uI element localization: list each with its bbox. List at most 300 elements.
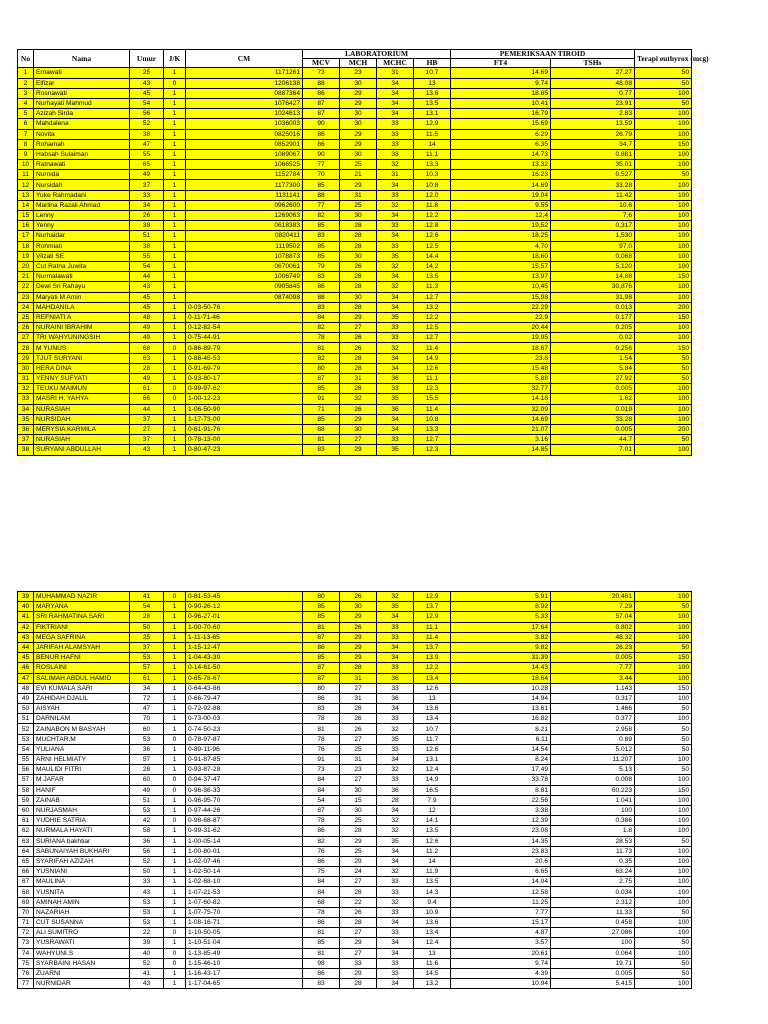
cell-cm: 1-15-12-47 bbox=[186, 642, 303, 652]
cell-terapi: 150 bbox=[635, 139, 692, 149]
table-row bbox=[18, 231, 692, 241]
cell-ft4: 10.28 bbox=[451, 683, 551, 693]
cell-no: 52 bbox=[18, 724, 34, 734]
cell-terapi: 100 bbox=[635, 928, 692, 938]
cell-jk: 1 bbox=[164, 363, 186, 373]
cell-terapi: 100 bbox=[635, 414, 692, 424]
cell-umur: 54 bbox=[130, 98, 164, 108]
table-row bbox=[18, 897, 692, 907]
cell-no: 17 bbox=[18, 231, 34, 241]
cell-ft4: 4.39 bbox=[451, 968, 551, 978]
cell-mch: 31 bbox=[340, 190, 377, 200]
cell-mchc: 33 bbox=[377, 907, 414, 917]
cell-umur: 43 bbox=[130, 78, 164, 88]
cell-terapi: 100 bbox=[635, 795, 692, 805]
cell-mchc: 34 bbox=[377, 211, 414, 221]
cell-umur: 38 bbox=[130, 129, 164, 139]
cell-hb: 15.5 bbox=[414, 394, 451, 404]
cell-mchc: 33 bbox=[377, 714, 414, 724]
cell-tsh: 0.013 bbox=[551, 302, 635, 312]
cell-umur: 56 bbox=[130, 846, 164, 856]
cell-cm: 0-89-11-96 bbox=[186, 744, 303, 754]
cell-hb: 11.3 bbox=[414, 282, 451, 292]
cell-ft4: 9.82 bbox=[451, 642, 551, 652]
cell-mchc: 33 bbox=[377, 622, 414, 632]
table-row bbox=[18, 846, 692, 856]
cell-mchc: 34 bbox=[377, 704, 414, 714]
table-row bbox=[18, 683, 692, 693]
cell-tsh: 0.064 bbox=[551, 948, 635, 958]
cell-no: 13 bbox=[18, 190, 34, 200]
cell-terapi: 150 bbox=[635, 653, 692, 663]
cell-tsh: 0.177 bbox=[551, 312, 635, 322]
cell-mchc: 32 bbox=[377, 160, 414, 170]
cell-mchc: 32 bbox=[377, 897, 414, 907]
cell-cm: 0618383 bbox=[186, 221, 303, 231]
cell-terapi: 100 bbox=[635, 323, 692, 333]
cell-jk: 1 bbox=[164, 897, 186, 907]
cell-mcv: 54 bbox=[303, 795, 340, 805]
cell-ft4: 33.78 bbox=[451, 775, 551, 785]
cell-umur: 50 bbox=[130, 622, 164, 632]
cell-ft4: 14.69 bbox=[451, 180, 551, 190]
cell-jk: 1 bbox=[164, 755, 186, 765]
cell-umur: 55 bbox=[130, 149, 164, 159]
cell-ft4: 12,4 bbox=[451, 211, 551, 221]
cell-tsh: 2.958 bbox=[551, 724, 635, 734]
cell-mchc: 36 bbox=[377, 374, 414, 384]
table-row bbox=[18, 292, 692, 302]
cell-mch: 28 bbox=[340, 887, 377, 897]
cell-cm: 1152784 bbox=[186, 170, 303, 180]
cell-hb: 11.4 bbox=[414, 404, 451, 414]
cell-nama: NURJASMAH bbox=[34, 805, 130, 815]
cell-cm: 0-03-50-76 bbox=[186, 302, 303, 312]
cell-no: 5 bbox=[18, 109, 34, 119]
table-row bbox=[18, 592, 692, 602]
col-header-ft4: FT4 bbox=[451, 59, 551, 68]
cell-mchc: 31 bbox=[377, 68, 414, 78]
cell-terapi: 100 bbox=[635, 805, 692, 815]
cell-cm: 0-96-27-01 bbox=[186, 612, 303, 622]
cell-jk: 1 bbox=[164, 877, 186, 887]
cell-ft4: 19,52 bbox=[451, 221, 551, 231]
cell-hb: 14.9 bbox=[414, 775, 451, 785]
cell-nama: MAULIDI FITRI bbox=[34, 765, 130, 775]
cell-ft4: 14.69 bbox=[451, 68, 551, 78]
cell-cm: 1-06-50-90 bbox=[186, 404, 303, 414]
table-row bbox=[18, 795, 692, 805]
cell-no: 6 bbox=[18, 119, 34, 129]
table-row bbox=[18, 343, 692, 353]
cell-mchc: 34 bbox=[377, 231, 414, 241]
cell-mch: 29 bbox=[340, 88, 377, 98]
table-row bbox=[18, 261, 692, 271]
cell-mchc: 33 bbox=[377, 149, 414, 159]
table-row bbox=[18, 602, 692, 612]
cell-umur: 61 bbox=[130, 673, 164, 683]
cell-hb: 12.7 bbox=[414, 292, 451, 302]
cell-ft4: 14.54 bbox=[451, 744, 551, 754]
cell-mch: 27 bbox=[340, 734, 377, 744]
cell-tsh: 27.92 bbox=[551, 374, 635, 384]
cell-jk: 1 bbox=[164, 612, 186, 622]
cell-mchc: 33 bbox=[377, 129, 414, 139]
cell-umur: 40 bbox=[130, 948, 164, 958]
table-row bbox=[18, 632, 692, 642]
cell-mcv: 86 bbox=[303, 856, 340, 866]
cell-mch: 26 bbox=[340, 907, 377, 917]
cell-mcv: 85 bbox=[303, 180, 340, 190]
cell-mcv: 86 bbox=[303, 968, 340, 978]
table-row bbox=[18, 353, 692, 363]
cell-mchc: 33 bbox=[377, 190, 414, 200]
cell-nama: Ernawati bbox=[34, 68, 130, 78]
cell-mchc: 35 bbox=[377, 251, 414, 261]
cell-mchc: 33 bbox=[377, 435, 414, 445]
cell-hb: 11.8 bbox=[414, 200, 451, 210]
cell-no: 15 bbox=[18, 211, 34, 221]
cell-mcv: 87 bbox=[303, 632, 340, 642]
cell-no: 46 bbox=[18, 663, 34, 673]
cell-ft4: 9.74 bbox=[451, 78, 551, 88]
cell-cm: 0-99-97-62 bbox=[186, 384, 303, 394]
cell-mchc: 34 bbox=[377, 979, 414, 989]
cell-umur: 45 bbox=[130, 292, 164, 302]
cell-ft4: 14.94 bbox=[451, 693, 551, 703]
cell-terapi: 100 bbox=[635, 109, 692, 119]
cell-mchc: 33 bbox=[377, 384, 414, 394]
cell-jk: 1 bbox=[164, 907, 186, 917]
table-row bbox=[18, 404, 692, 414]
cell-cm: 0-98-68-87 bbox=[186, 816, 303, 826]
cell-umur: 42 bbox=[130, 816, 164, 826]
cell-umur: 66 bbox=[130, 394, 164, 404]
cell-terapi: 100 bbox=[635, 592, 692, 602]
cell-mch: 28 bbox=[340, 918, 377, 928]
table-row bbox=[18, 241, 692, 251]
table-row bbox=[18, 877, 692, 887]
cell-mchc: 34 bbox=[377, 292, 414, 302]
cell-jk: 1 bbox=[164, 211, 186, 221]
cell-mcv: 78 bbox=[303, 907, 340, 917]
table-row bbox=[18, 129, 692, 139]
cell-no: 1 bbox=[18, 68, 34, 78]
cell-cm: 1-00-05-14 bbox=[186, 836, 303, 846]
cell-ft4: 13.32 bbox=[451, 160, 551, 170]
cell-terapi: 100 bbox=[635, 979, 692, 989]
cell-tsh: 20.461 bbox=[551, 592, 635, 602]
cell-no: 24 bbox=[18, 302, 34, 312]
cell-no: 68 bbox=[18, 887, 34, 897]
cell-nama: SYARIFAH AZIZAH bbox=[34, 856, 130, 866]
cell-nama: Yenny bbox=[34, 221, 130, 231]
cell-no: 30 bbox=[18, 363, 34, 373]
cell-mcv: 98 bbox=[303, 958, 340, 968]
cell-umur: 53 bbox=[130, 918, 164, 928]
cell-tsh: 28.53 bbox=[551, 836, 635, 846]
cell-mchc: 33 bbox=[377, 958, 414, 968]
cell-jk: 1 bbox=[164, 88, 186, 98]
cell-ft4: 6.11 bbox=[451, 734, 551, 744]
cell-cm: 0-96-36-33 bbox=[186, 785, 303, 795]
cell-jk: 0 bbox=[164, 78, 186, 88]
cell-jk: 1 bbox=[164, 323, 186, 333]
cell-terapi: 100 bbox=[635, 622, 692, 632]
table-row bbox=[18, 867, 692, 877]
table-row bbox=[18, 180, 692, 190]
cell-terapi: 100 bbox=[635, 877, 692, 887]
cell-no: 47 bbox=[18, 673, 34, 683]
cell-mch: 29 bbox=[340, 653, 377, 663]
cell-mchc: 32 bbox=[377, 282, 414, 292]
cell-nama: MUHAMMAD NAZIR bbox=[34, 592, 130, 602]
cell-terapi: 100 bbox=[635, 384, 692, 394]
cell-umur: 37 bbox=[130, 414, 164, 424]
cell-ft4: 23.83 bbox=[451, 846, 551, 856]
table-row bbox=[18, 918, 692, 928]
cell-jk: 0 bbox=[164, 734, 186, 744]
cell-mcv: 79 bbox=[303, 261, 340, 271]
cell-nama: WAHYUNI.S bbox=[34, 948, 130, 958]
cell-ft4: 3.57 bbox=[451, 938, 551, 948]
cell-no: 61 bbox=[18, 816, 34, 826]
cell-mcv: 70 bbox=[303, 170, 340, 180]
cell-hb: 13.7 bbox=[414, 642, 451, 652]
table-row bbox=[18, 704, 692, 714]
cell-ft4: 10.94 bbox=[451, 979, 551, 989]
cell-cm: 0-11-71-46 bbox=[186, 312, 303, 322]
table-row bbox=[18, 170, 692, 180]
cell-mch: 28 bbox=[340, 363, 377, 373]
cell-no: 3 bbox=[18, 88, 34, 98]
table-row bbox=[18, 363, 692, 373]
cell-nama: SYARBAINI HASAN bbox=[34, 958, 130, 968]
cell-tsh: 1.54 bbox=[551, 353, 635, 363]
cell-jk: 0 bbox=[164, 948, 186, 958]
table-row bbox=[18, 979, 692, 989]
cell-no: 69 bbox=[18, 897, 34, 907]
cell-no: 76 bbox=[18, 968, 34, 978]
cell-ft4: 8.24 bbox=[451, 755, 551, 765]
cell-mch: 22 bbox=[340, 897, 377, 907]
cell-tsh: 11.73 bbox=[551, 846, 635, 856]
table-row bbox=[18, 190, 692, 200]
cell-ft4: 14.73 bbox=[451, 149, 551, 159]
cell-umur: 56 bbox=[130, 109, 164, 119]
cell-jk: 1 bbox=[164, 663, 186, 673]
cell-cm: 1-13-85-49 bbox=[186, 948, 303, 958]
table-row bbox=[18, 856, 692, 866]
table-row bbox=[18, 673, 692, 683]
cell-ft4: 17.49 bbox=[451, 765, 551, 775]
cell-mchc: 33 bbox=[377, 775, 414, 785]
cell-mcv: 80 bbox=[303, 592, 340, 602]
cell-hb: 13.7 bbox=[414, 602, 451, 612]
cell-mcv: 71 bbox=[303, 404, 340, 414]
cell-ft4: 22.9 bbox=[451, 312, 551, 322]
cell-hb: 10.8 bbox=[414, 414, 451, 424]
cell-cm: 0-88-45-53 bbox=[186, 353, 303, 363]
cell-cm: 0-81-53-45 bbox=[186, 592, 303, 602]
cell-mcv: 81 bbox=[303, 343, 340, 353]
cell-jk: 1 bbox=[164, 251, 186, 261]
cell-mchc: 33 bbox=[377, 221, 414, 231]
cell-terapi: 100 bbox=[635, 948, 692, 958]
cell-mcv: 82 bbox=[303, 836, 340, 846]
cell-hb: 13.6 bbox=[414, 918, 451, 928]
cell-mcv: 84 bbox=[303, 775, 340, 785]
cell-terapi: 100 bbox=[635, 211, 692, 221]
table-row bbox=[18, 693, 692, 703]
col-header-mch: MCH bbox=[340, 59, 377, 68]
cell-umur: 52 bbox=[130, 958, 164, 968]
table-row bbox=[18, 200, 692, 210]
cell-hb: 10.8 bbox=[414, 180, 451, 190]
cell-tsh: 27.086 bbox=[551, 928, 635, 938]
cell-mcv: 86 bbox=[303, 139, 340, 149]
cell-ft4: 13.61 bbox=[451, 704, 551, 714]
cell-jk: 0 bbox=[164, 384, 186, 394]
cell-nama: EVI KUMALA SARI bbox=[34, 683, 130, 693]
cell-tsh: 57.04 bbox=[551, 612, 635, 622]
cell-jk: 1 bbox=[164, 190, 186, 200]
cell-umur: 57 bbox=[130, 663, 164, 673]
cell-mcv: 82 bbox=[303, 323, 340, 333]
cell-ft4: 15,57 bbox=[451, 261, 551, 271]
cell-cm: 1-02-50-14 bbox=[186, 867, 303, 877]
cell-nama: Rosnawati bbox=[34, 88, 130, 98]
cell-no: 71 bbox=[18, 918, 34, 928]
cell-hb: 11.4 bbox=[414, 632, 451, 642]
cell-umur: 36 bbox=[130, 836, 164, 846]
cell-mch: 30 bbox=[340, 78, 377, 88]
cell-no: 75 bbox=[18, 958, 34, 968]
cell-cm: 1-11-13-65 bbox=[186, 632, 303, 642]
cell-mch: 30 bbox=[340, 211, 377, 221]
cell-nama: M JAFAR bbox=[34, 775, 130, 785]
col-header-mcv: MCV bbox=[303, 59, 340, 68]
col-header-tsh: TSHs bbox=[551, 59, 635, 68]
cell-ft4: 3.16 bbox=[451, 435, 551, 445]
cell-nama: Marlina Razali Ahmad bbox=[34, 200, 130, 210]
cell-umur: 28 bbox=[130, 363, 164, 373]
cell-mcv: 82 bbox=[303, 211, 340, 221]
cell-no: 73 bbox=[18, 938, 34, 948]
cell-mcv: 80 bbox=[303, 363, 340, 373]
cell-nama: SALIMAH ABDUL HAMID bbox=[34, 673, 130, 683]
col-header-terapi: Terapi euthyrox (mcg) bbox=[635, 50, 692, 68]
cell-umur: 48 bbox=[130, 312, 164, 322]
cell-mcv: 87 bbox=[303, 109, 340, 119]
cell-cm: 0-91-69-79 bbox=[186, 363, 303, 373]
table-row bbox=[18, 435, 692, 445]
cell-mcv: 87 bbox=[303, 374, 340, 384]
cell-no: 45 bbox=[18, 653, 34, 663]
cell-nama: Nursidah bbox=[34, 180, 130, 190]
cell-nama: ALI SUMITRO bbox=[34, 928, 130, 938]
cell-jk: 1 bbox=[164, 795, 186, 805]
cell-jk: 1 bbox=[164, 139, 186, 149]
table-row bbox=[18, 251, 692, 261]
cell-tsh: 63.24 bbox=[551, 867, 635, 877]
cell-jk: 1 bbox=[164, 918, 186, 928]
cell-nama: AMINAH AMIN bbox=[34, 897, 130, 907]
cell-nama: MEGA SAFRINA bbox=[34, 632, 130, 642]
cell-cm: 1269063 bbox=[186, 211, 303, 221]
cell-cm: 1-00-70-60 bbox=[186, 622, 303, 632]
cell-mchc: 33 bbox=[377, 632, 414, 642]
cell-terapi: 50 bbox=[635, 68, 692, 78]
cell-mcv: 86 bbox=[303, 88, 340, 98]
cell-tsh: 0.005 bbox=[551, 653, 635, 663]
cell-nama: M YUNUS bbox=[34, 343, 130, 353]
cell-hb: 12.6 bbox=[414, 683, 451, 693]
table-row bbox=[18, 119, 692, 129]
table-row bbox=[18, 958, 692, 968]
cell-mcv: 85 bbox=[303, 653, 340, 663]
cell-hb: 16.5 bbox=[414, 785, 451, 795]
cell-hb: 11.1 bbox=[414, 374, 451, 384]
cell-no: 31 bbox=[18, 374, 34, 384]
cell-hb: 10.3 bbox=[414, 170, 451, 180]
cell-terapi: 100 bbox=[635, 180, 692, 190]
cell-hb: 12.4 bbox=[414, 765, 451, 775]
cell-ft4: 23.8 bbox=[451, 353, 551, 363]
cell-cm: 0852901 bbox=[186, 139, 303, 149]
cell-mch: 30 bbox=[340, 109, 377, 119]
cell-no: 39 bbox=[18, 592, 34, 602]
cell-umur: 60 bbox=[130, 775, 164, 785]
cell-mcv: 87 bbox=[303, 673, 340, 683]
table-row bbox=[18, 211, 692, 221]
cell-no: 8 bbox=[18, 139, 34, 149]
table-body-page-2 bbox=[18, 592, 692, 989]
cell-umur: 33 bbox=[130, 190, 164, 200]
cell-tsh: 0.005 bbox=[551, 968, 635, 978]
cell-mcv: 86 bbox=[303, 129, 340, 139]
cell-cm: 0670061 bbox=[186, 261, 303, 271]
cell-nama: Habsah Sulaiman bbox=[34, 149, 130, 159]
cell-cm: 0825016 bbox=[186, 129, 303, 139]
cell-jk: 1 bbox=[164, 149, 186, 159]
cell-cm: 0820411 bbox=[186, 231, 303, 241]
cell-nama: Lenny bbox=[34, 211, 130, 221]
cell-umur: 27 bbox=[130, 424, 164, 434]
cell-umur: 50 bbox=[130, 867, 164, 877]
cell-mch: 28 bbox=[340, 272, 377, 282]
cell-tsh: 0.35 bbox=[551, 856, 635, 866]
cell-terapi: 100 bbox=[635, 775, 692, 785]
cell-umur: 49 bbox=[130, 374, 164, 384]
cell-cm: 1206138 bbox=[186, 78, 303, 88]
cell-mcv: 81 bbox=[303, 928, 340, 938]
cell-nama: YENNY SUFYATI bbox=[34, 374, 130, 384]
cell-mch: 29 bbox=[340, 180, 377, 190]
cell-mchc: 33 bbox=[377, 333, 414, 343]
cell-umur: 49 bbox=[130, 333, 164, 343]
cell-nama: YUDHIE SATRIA bbox=[34, 816, 130, 826]
table-row bbox=[18, 312, 692, 322]
cell-cm: 1131141 bbox=[186, 190, 303, 200]
cell-no: 37 bbox=[18, 435, 34, 445]
cell-jk: 1 bbox=[164, 744, 186, 754]
cell-cm: 1066525 bbox=[186, 160, 303, 170]
cell-no: 33 bbox=[18, 394, 34, 404]
cell-mchc: 35 bbox=[377, 602, 414, 612]
cell-no: 12 bbox=[18, 180, 34, 190]
cell-tsh: 7.01 bbox=[551, 445, 635, 455]
